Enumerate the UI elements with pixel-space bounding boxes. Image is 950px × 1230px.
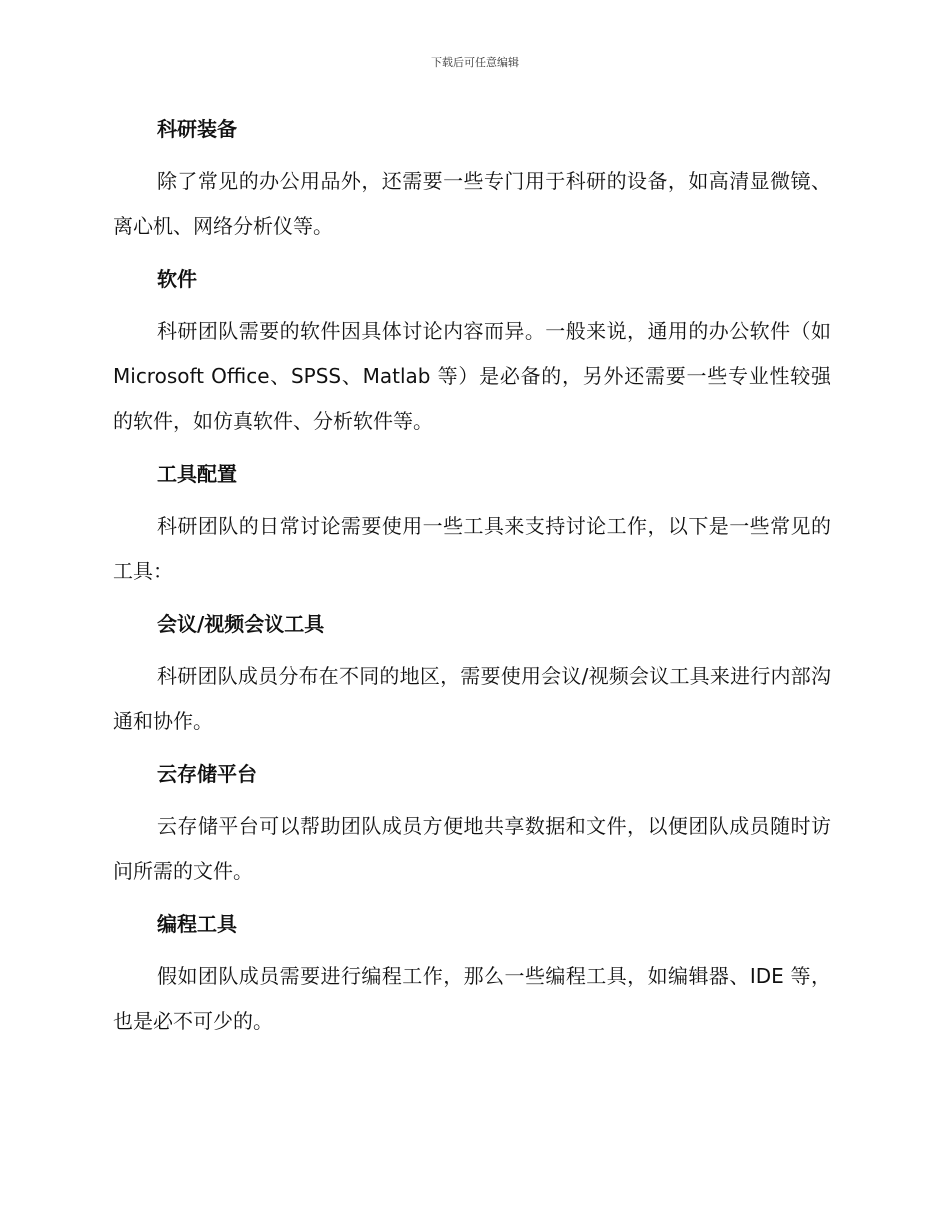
section-heading: 云存储平台	[157, 762, 257, 786]
section-heading: 工具配置	[157, 462, 237, 486]
section-video-conference-tools	[113, 607, 831, 744]
section-heading: 会议/视频会议工具	[157, 612, 325, 636]
section-software	[113, 262, 831, 444]
section-heading: 编程工具	[157, 912, 237, 936]
section-cloud-storage	[113, 757, 831, 894]
section-tool-configuration	[113, 457, 831, 594]
section-programming-tools	[113, 907, 831, 1044]
section-paragraph: 科研团队的日常讨论需要使用一些工具来支持讨论工作，以下是一些常见的工具：	[113, 514, 831, 583]
section-heading: 科研装备	[157, 117, 237, 141]
section-research-equipment	[113, 112, 831, 249]
section-paragraph: 云存储平台可以帮助团队成员方便地共享数据和文件，以便团队成员随时访问所需的文件。	[113, 814, 831, 883]
document-body	[113, 112, 831, 1057]
section-paragraph: 除了常见的办公用品外，还需要一些专门用于科研的设备，如高清显微镜、离心机、网络分析仪等。	[113, 169, 831, 238]
page-header: 下载后可任意编辑	[431, 56, 519, 69]
section-paragraph: 科研团队需要的软件因具体讨论内容而异。一般来说，通用的办公软件（如 Microsoft Office、SPSS、Matlab 等）是必备的，另外还需要一些专业性较强的软件，如仿真软件、分析软件等。	[113, 319, 831, 433]
section-paragraph: 科研团队成员分布在不同的地区，需要使用会议/视频会议工具来进行内部沟通和协作。	[113, 664, 831, 733]
section-heading: 软件	[157, 267, 197, 291]
section-paragraph: 假如团队成员需要进行编程工作，那么一些编程工具，如编辑器、IDE 等，也是必不可少的。	[113, 964, 831, 1033]
